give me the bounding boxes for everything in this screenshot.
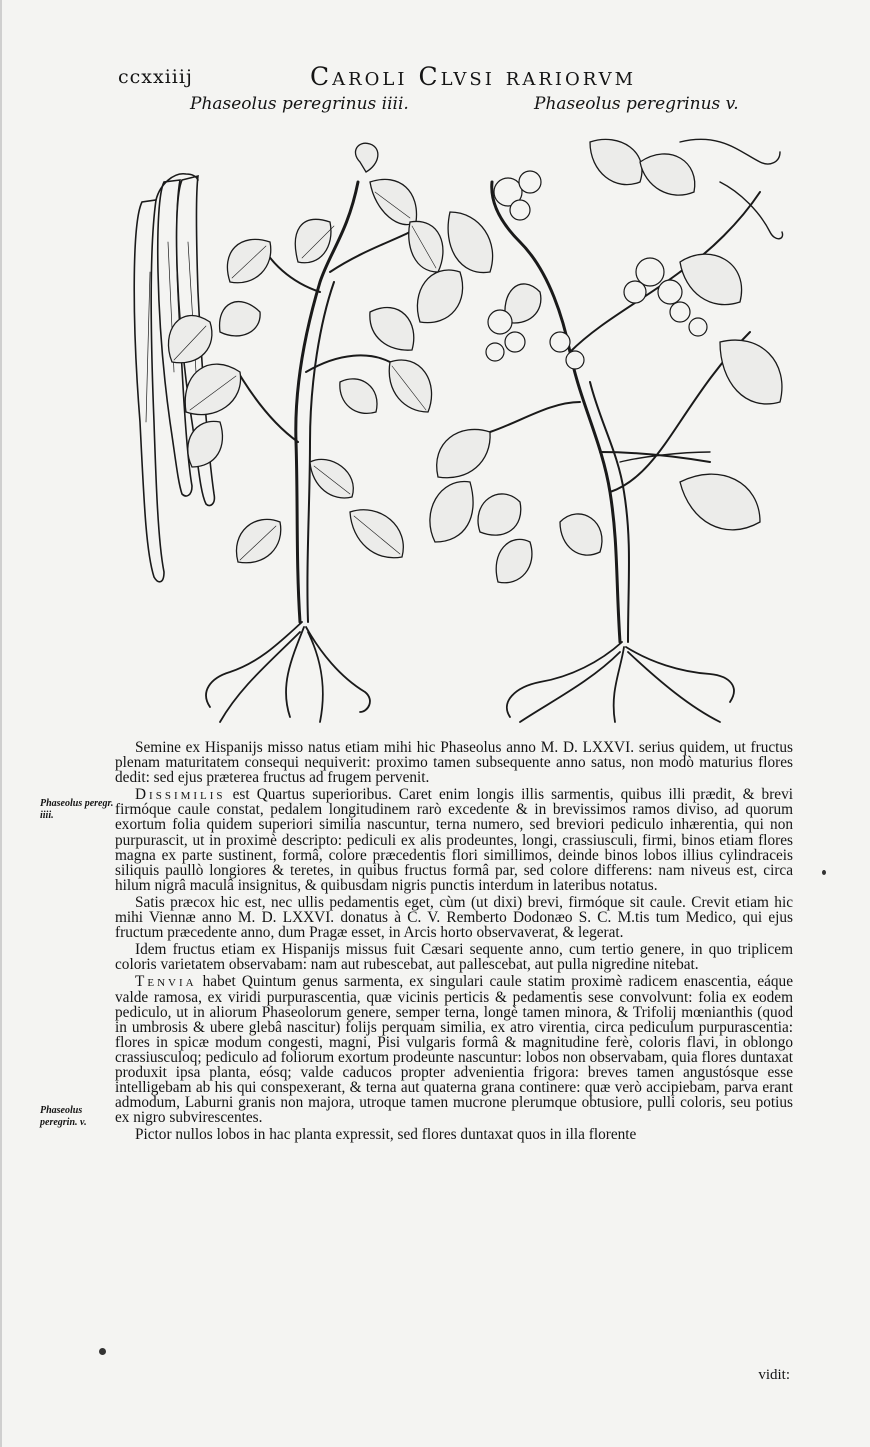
paragraph-5-lead-word: Tenvia [135, 973, 197, 991]
ink-speck [99, 1348, 106, 1355]
margin-note-phaseolus-v: Phaseolus peregrin. v. [40, 1105, 87, 1128]
margin-note-phaseolus-iiii: Phaseolus peregr. iiii. [40, 798, 114, 821]
left-plant-phaseolus-iiii [134, 143, 443, 722]
caption-left: Phaseolus peregrinus iiii. [190, 94, 409, 114]
running-title: Caroli Clvsi rariorvm [310, 62, 637, 91]
page-edge [0, 0, 2, 1447]
caption-right: Phaseolus peregrinus v. [534, 94, 739, 114]
right-plant-phaseolus-v [417, 139, 782, 722]
woodcut-illustration [120, 122, 800, 727]
paragraph-2-lead-word: Dissimilis [135, 786, 226, 804]
body-text [115, 740, 793, 1144]
paragraph-5-text: habet Quintum genus sarmenta, ex singulari caule statim proximè radicem enascentia, eáque valde ramosa, ex viridi purpurascentia, quæ vicinis perticis & pedamentis sese convolvunt: folia ex eodem pediculo, ut in aliorum Phaseolorum genere, semper terna, longè tamen minora, & Trifolij mœnianthis (quod in umbrosis & ubere glebâ nascitur) folijs perquam similia, ex atro virentia, circa pediculum purpurascentia: flores in spicæ modum congesti, magni, Pisi vulgaris formâ & magnitudine ferè, coloris flavi, in oblongo crassiusculoq; pediculo ad foliorum exortum prodeunte nascuntur: lobos non observabam, quia flores duntaxat produxit ipsa planta, eósq; valde caducos propter advenientia frigora: breves tamen angustósque esse intelligebam ab his qui conspexerant, & terna aut quaterna grana continere: quæ verò accipiebam, parva erant admodum, Laburni granis non majora, utroque tamen mucrone plerumque obtusiore, pulli coloris, seu potius ex nigro subvirescentes. [115, 973, 793, 1127]
paragraph-5 [115, 974, 793, 1125]
folio-number: ccxxiiij [118, 66, 193, 88]
page-header [0, 60, 870, 94]
paragraph-4: Idem fructus etiam ex Hispanijs missus fuit Cæsari sequente anno, cum tertio genere, in quo triplicem coloris varietatem observabam: nam aut rubescebat, aut pallescebat, aut pulla nigredine nitebat. [115, 941, 793, 974]
ink-speck [822, 870, 826, 875]
paragraph-2-text: est Quartus superioribus. Caret enim longis illis sarmentis, quibus illi prædit, & brevi firmóque caule constat, pedalem longitudinem rarò excedente & in brevissimos ramos diviso, ad quorum exortum folia quidem superiori similia nascuntur, terna numero, sed breviori pediculo inhærentia, qui non purpurascit, ut in proximè descripto: pediculi ex alis prodeuntes, longi, crassiusculi, firmi, binos etiam flores magna ex parte sustinent, formâ, colore præcedentis flori simillimos, deinde binos lobos illius cylindraceis siliquis paullò longiores & teretes, in quibus fructus formâ par, sed colore differens: nam niveus est, circa hilum nigrâ maculâ insignitus, & quibusdam nigris punctis interdum in lateribus notatus. [115, 786, 793, 894]
paragraph-1: Semine ex Hispanijs misso natus etiam mihi hic Phaseolus anno M. D. LXXVI. serius quidem, ut fructus plenam maturitatem consequi nequiverit: proximo tamen subsequente anno satus, non modò maturius flores dedit: sed ejus præterea fructus ad frugem pervenit. [115, 739, 793, 787]
paragraph-3: Satis præcox hic est, nec ullis pedamentis eget, cùm (ut dixi) brevi, firmóque sit caule. Crevit etiam hic mihi Viennæ anno M. D. LXXVI. donatus à C. V. Remberto Dodonæo S. C. M.tis tum Medico, qui ejus fructum præcedente anno, dum Pragæ esset, in Arcis horto observaverat, & legerat. [115, 893, 793, 942]
paragraph-2 [115, 787, 793, 893]
paragraph-6: Pictor nullos lobos in hac planta expressit, sed flores duntaxat quos in illa florente [135, 1126, 637, 1144]
catchword: vidit: [758, 1367, 790, 1383]
